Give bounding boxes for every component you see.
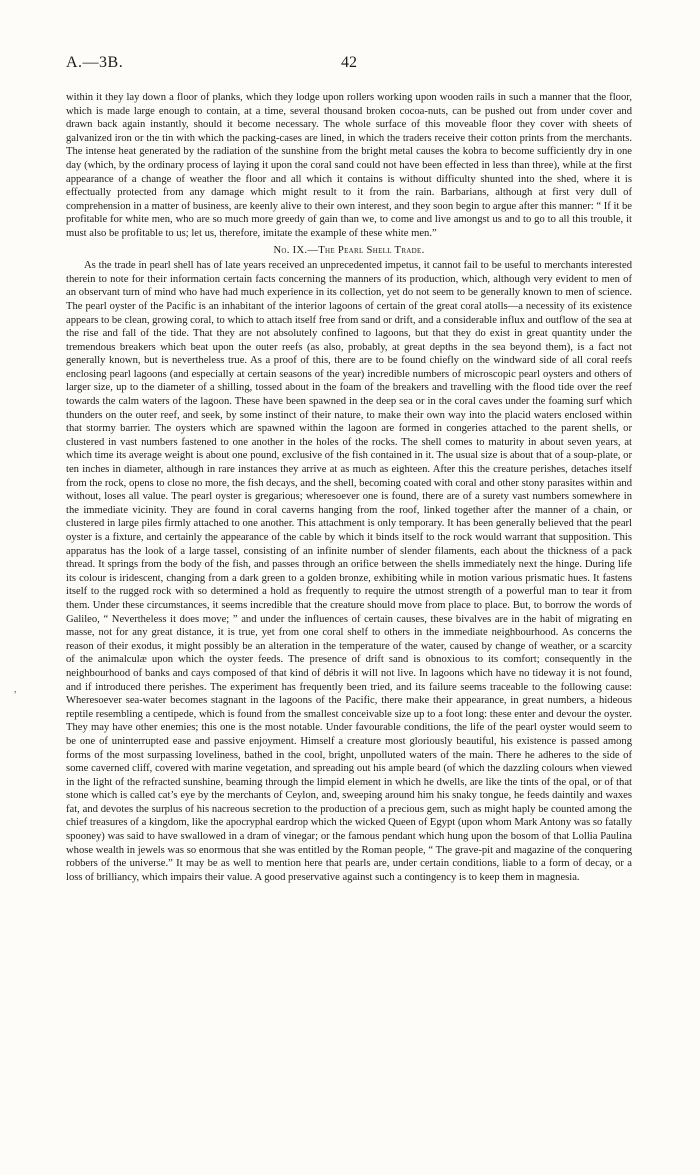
- body-text: [66, 91, 632, 884]
- section-title: No. IX.—The Pearl Shell Trade.: [273, 244, 425, 256]
- document-code: A.—3B.: [66, 54, 124, 71]
- paragraph-pearl-shell-trade: As the trade in pearl shell has of late years received an unprecedented impetus, it cannot fail to be useful to merchants interested therein to note for their information certain facts concerning the manners of its production, which, although very evident to men of an observant turn of mind who have had much experience in its collection, yet do not seem to be generally known to men of science. The pearl oyster of the Pacific is an inhabitant of the interior lagoons of certain of the great coral atolls—a necessity of its existence appears to be clean, growing coral, to which to attach itself free from sand or drift, and a considerable influx and outflow of the sea at the rise and fall of the tide. That they are not absolutely confined to lagoons, but that they do exist in great quantity under the tremendous breakers which beat upon the outer reefs (as also, probably, at great depths in the sea beyond them), is a fact not generally known, but is nevertheless true. As a proof of this, there are to be found chiefly on the windward side of all coral reefs enclosing pearl lagoons (and especially at certain seasons of the year) incredible numbers of microscopic pearl oysters and others of larger size, up to the diameter of a shilling, tossed about in the foam of the breakers and travelling with the flood tide over the reef towards the calm waters of the lagoon. These have been spawned in the deep sea or in the coral caves under the foaming surf which thunders on the outer reef, and seek, by some instinct of their nature, to make their own way into the placid waters enclosed within that stormy barrier. The oysters which are spawned within the lagoon are formed in congeries attached to the parent shells, or clustered in vast numbers fastened to one another in the holes of the rocks. The shell comes to maturity in about seven years, at which time its average weight is about one pound, exclusive of the fish contained in it. The usual size is about that of a soup-plate, or ten inches in diameter, although in rare instances they arrive at as much as eighteen. After this the creature perishes, detaches itself from the rock, opens to close no more, the fish decays, and the shell, becoming coated with coral and other stony parasites within and without, loses all value. The pearl oyster is gregarious; wheresoever one is found, there are of a surety vast numbers somewhere in the immediate vicinity. They are found in coral caverns hanging from the roof, linked together after the manner of a chain, or clustered in large piles firmly attached to one another. This attachment is only temporary. It has been generally believed that the pearl oyster is a fixture, and certainly the appearance of the cable by which it binds itself to the rock would warrant that supposition. This apparatus has the look of a large tassel, consisting of an infinite number of slender filaments, each about the thickness of a pack thread. It springs from the body of the fish, and passes through an orifice between the shells immediately next the hinge. During life its colour is iridescent, changing from a dark green to a golden bronze, exhibiting while in motion various prismatic hues. It fastens itself to the rugged rock with so determined a hold as frequently to require the utmost strength of a powerful man to tear it from them. Under these circumstances, it seems incredible that the creature should move from place to place. But, to borrow the words of Galileo, “ Nevertheless it does move; ” and under the influences of certain causes, these bivalves are in the habit of migrating en masse, not for any great distance, it is true, yet from one coral shelf to others in the immediate neighbourhood. As concerns the reason of their exodus, it might possibly be an alteration in the temperature of the water, caused by change of weather, or a scarcity of the animalculæ upon which the oyster feeds. The presence of drift sand is obnoxious to its comfort; consequently in the neighbourhood of banks and cays composed of that kind of débris it will not live. In lagoons which have no tideway it is not found, and if introduced there perishes. The experiment has frequently been tried, and its failure seems traceable to the following cause: Wheresoever sea-water becomes stagnant in the lagoons of the Pacific, there make their appearance, in great numbers, a hideous reptile resembling a centipede, which is found from the smallest conceivable size up to a foot long: these enter and devour the oyster. They may have other enemies; this one is the most notable. Under favourable conditions, the life of the pearl oyster would seem to be one of uninterrupted ease and passive enjoyment. Himself a creature most gloriously beautiful, his existence is passed among forms of the most surpassing loveliness, bathed in the cool, bright, unpolluted waters of the main. There he adheres to the side of some caverned cliff, covered with marine vegetation, and spreading out his ample beard (of which the dazzling colours when viewed in the light of the refracted sunshine, beaming through the limpid element in which he dwells, are like the tints of the opal, or of that stone which is called cat’s eye by the merchants of Ceylon, and, sweeping around him his snaky tongue, he feeds daintily and waxes fat, and devotes the surplus of his nacreous secretion to the production of a precious gem, such as might haply be counted among the chief treasures of a kingdom, like the apocryphal eardrop which the wicked Queen of Egypt (upon whom Mark Antony was so fatally spooney) was said to have swallowed in a dram of vinegar; or the famous pendant which hung upon the bosom of that Lollia Paulina whose wealth in jewels was so enormous that she was entitled by the Roman people, “ The grave-pit and magazine of the conquering robbers of the universe.” It may be as well to mention here that pearls are, under certain conditions, liable to a form of decay, or a loss of brilliancy, which impairs their value. A good preservative against such a contingency is to keep them in magnesia.: [66, 260, 633, 883]
- margin-mark: ,: [14, 684, 17, 695]
- page-number: 42: [341, 54, 357, 71]
- page-header: [66, 54, 632, 76]
- paragraph-kobra-drying: within it they lay down a floor of planks, which they lodge upon rollers working upon wooden rails in such a manner that the floor, which is made large enough to contain, at a time, several thousand broken cocoa-nuts, can be pushed out from under cover and drawn back again instantly, should it become necessary. The whole surface of this moveable floor they cover with sheets of galvanized iron or the tin with which the packing-cases are lined, in which the traders receive their cotton prints from the merchants. The intense heat generated by the radiation of the sunshine from the bright metal causes the kobra to become sufficiently dry in one day (which, by the ordinary process of laying it upon the coral sand could not have been effected in less than three), while at the first appearance of a change of weather the floor and all which it contains is without difficulty shunted into the shed, where it is effectually protected from any damage which might result to it from the rain. Barbarians, although at first very dull of comprehension in a matter of business, are keenly alive to their own interest, and they soon begin to argue after this manner: “ If it be profitable for white men, who are so much more greedy of gain than we, to come and live amongst us and to go to all this trouble, it must also be profitable to us; let us, therefore, imitate the example of these white men.”: [66, 92, 632, 239]
